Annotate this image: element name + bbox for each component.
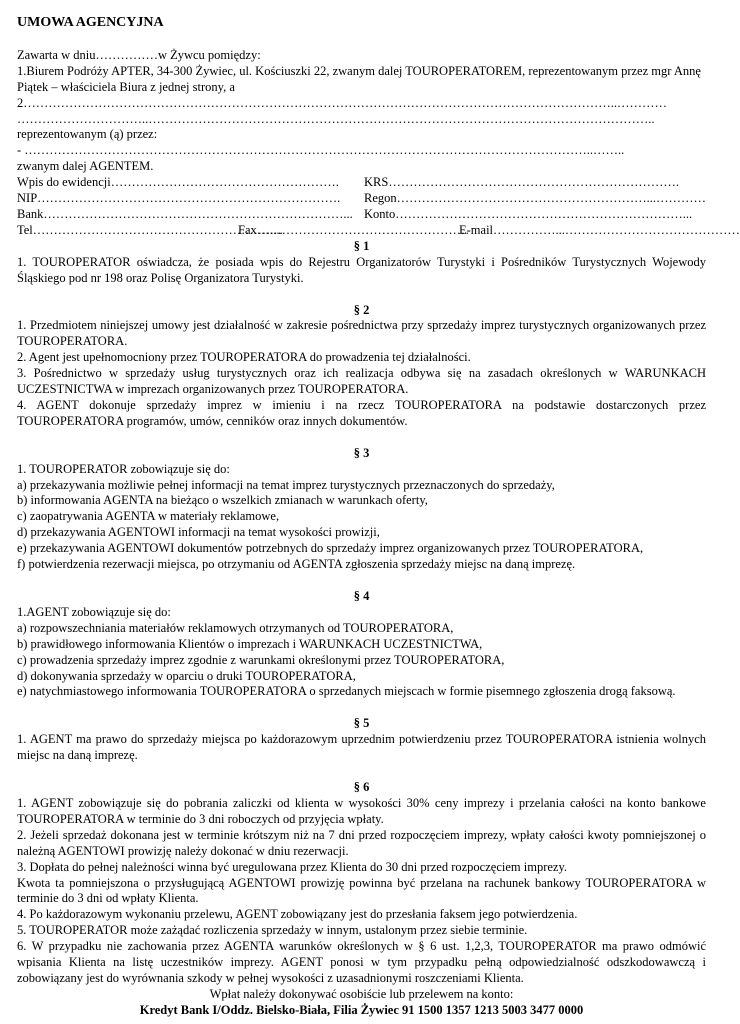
intro-section	[17, 48, 706, 175]
section-4-item-e: e) natychmiastowego informowania TOUROPERATORA o sprzedanych miejscach w formie pisemnego zgłoszenia drogą faksową.	[17, 684, 676, 699]
section-2-point-2: 2. Agent jest upełnomocniony przez TOUROPERATORA do prowadzenia tej działalności.	[17, 350, 471, 365]
document-title: UMOWA AGENCYJNA	[17, 15, 164, 30]
field-row-registry	[17, 175, 706, 191]
section-4-item-a: a) rozpowszechniania materiałów reklamowych otrzymanych od TOUROPERATORA,	[17, 620, 454, 635]
payment-note: Wpłat należy dokonywać osobiście lub przelewem na konto:	[209, 986, 514, 1001]
fax-field: Fax……………………………………………	[238, 222, 470, 237]
party-1: 1.Biurem Podróży APTER, 34-300 Żywiec, ul. Kościuszki 22, zwanym dalej TOUROPERATOREM, reprezentowanym przez mgr Annę Piątek – właściciela Biura z jednej strony, a	[17, 63, 701, 94]
section-2-point-4: 4. AGENT dokonuje sprzedaży imprez w imieniu i na rzecz TOUROPERATORA na podstawie dostarczonych przez TOUROPERATORA programów, umów, cenników oraz innych dokumentów.	[17, 397, 706, 428]
krs-field: KRS…………………………………………………………….	[364, 175, 679, 190]
nip-field: NIP……………………………………………………………….	[17, 191, 341, 206]
email-field: E-mail……………...……………………………………	[459, 222, 740, 237]
section-4-heading: § 4	[353, 589, 370, 603]
party-2-line-b: …………………………..…………………………………………………………………………………………………………..	[17, 111, 655, 126]
section-1-heading: § 1	[353, 238, 370, 253]
tel-field: Tel…………………………………………………....	[17, 222, 283, 237]
section-4-item-d: d) dokonywania sprzedaży w oparciu o druki TOUROPERATORA,	[17, 668, 356, 683]
section-3-item-a: a) przekazywania możliwie pełnej informacji na temat imprez turystycznych przeznaczonych do sprzedaży,	[17, 477, 555, 492]
section-3-item-c: c) zaopatrywania AGENTA w materiały reklamowe,	[17, 509, 280, 524]
section-6-heading: § 6	[353, 780, 370, 795]
section-6-point-3: 3. Dopłata do pełnej należności winna być uregulowana przez Klienta do 30 dni przed rozpoczęciem imprezy.	[17, 859, 568, 874]
field-row-bank	[17, 207, 706, 223]
section-3-item-d: d) przekazywania AGENTOWI informacji na temat wysokości prowizji,	[17, 525, 380, 540]
represented-by-label: reprezentowanym (ą) przez:	[17, 127, 158, 142]
section-5-heading: § 5	[353, 716, 370, 731]
field-row-nip	[17, 191, 706, 207]
section-3-item-f: f) potwierdzenia rezerwacji miejsca, po otrzymaniu od AGENTA zgłoszenia sprzedaży miejsc na daną imprezę.	[17, 557, 576, 572]
section-1-paragraph: 1. TOUROPERATOR oświadcza, że posiada wpis do Rejestru Organizatorów Turystyki i Pośredników Turystycznych Wojewody Śląskiego pod nr 198 oraz Polisę Organizatora Turystyki.	[17, 254, 706, 285]
section-6-amount-note: Kwota ta pomniejszona o przysługującą AGENTOWI prowizję powinna być przelana na rachunek bankowy TOUROPERATORA w terminie do 3 dni od wpłaty Klienta.	[17, 875, 706, 906]
representative-line: - ………………………………………………………………………………………………………………………..……..	[17, 143, 625, 158]
account-field: Konto……………………………………………………………...	[364, 206, 693, 221]
section-5-paragraph: 1. AGENT ma prawo do sprzedaży miejsca po każdorazowym uprzednim potwierdzeniu przez TOUROPERATORA istnienia wolnych miejsc na daną imprezę.	[17, 732, 706, 763]
section-3-heading: § 3	[353, 445, 370, 460]
section-2-heading: § 2	[353, 302, 370, 317]
section-2-point-3: 3. Pośrednictwo w sprzedaży usług turystycznych oraz ich realizacja odbywa się na zasadach określonych w WARUNKACH UCZESTNICTWA w imprezach organizowanych przez TOUROPERATORA.	[17, 366, 706, 397]
agent-designation: zwanym dalej AGENTEM.	[17, 159, 154, 174]
party-2-line-a: 2……………………………………………………………………………………………………………………………..…………	[17, 95, 667, 110]
section-3-item-b: b) informowania AGENTA na bieżąco o wszelkich zmianach w warunkach oferty,	[17, 493, 428, 508]
section-3-intro: 1. TOUROPERATOR zobowiązuje się do:	[17, 461, 230, 476]
fields-section	[17, 175, 740, 239]
section-4-intro: 1.AGENT zobowiązuje się do:	[17, 604, 171, 619]
bank-account-line: Kredyt Bank I/Oddz. Bielsko-Biała, Filia Żywiec 91 1500 1357 1213 5003 3477 0000	[139, 1002, 584, 1017]
bank-field: Bank………………………………………………………………...	[17, 206, 353, 221]
contract-date-line: Zawarta w dniu……………w Żywcu pomiędzy:	[17, 47, 261, 62]
section-4-item-c: c) prowadzenia sprzedaży imprez zgodnie z warunkami określonymi przez TOUROPERATORA,	[17, 652, 505, 667]
section-6-point-5: 5. TOUROPERATOR może zażądać rozliczenia sprzedaży w innym, ustalonym przez siebie terminie.	[17, 923, 528, 938]
section-6-point-2: 2. Jeżeli sprzedaż dokonana jest w terminie krótszym niż na 7 dni przed rozpoczęciem imprezy, wpłaty całości kwoty pomniejszonej o należną AGENTOWI prowizję należy dokonać w dniu rezerwacji.	[17, 827, 706, 858]
section-6-point-4: 4. Po każdorazowym wykonaniu przelewu, AGENT zobowiązany jest do przesłania faksem jego potwierdzenia.	[17, 907, 578, 922]
section-4-item-b: b) prawidłowego informowania Klientów o imprezach i WARUNKACH UCZESTNICTWA,	[17, 636, 483, 651]
section-6-point-6: 6. W przypadku nie zachowania przez AGENTA warunków określonych w § 6 ust. 1,2,3, TOUROPERATOR ma prawo odmówić wpisania Klienta na listę uczestników imprezy. AGENT ponosi w tym przypadku pełną odpowiedzialność odszkodowawczą i zobowiązany jest do wyrównania szkody w pełnej wysokości z uzasadnionymi roszczeniami Klienta.	[17, 939, 706, 985]
section-6-point-1: 1. AGENT zobowiązuje się do pobrania zaliczki od klienta w wysokości 30% ceny imprezy i przelania całości na konto bankowe TOUROPERATORA w terminie do 3 dni roboczych od przyjęcia wpłaty.	[17, 795, 706, 826]
field-row-contact	[17, 222, 740, 239]
section-3-item-e: e) przekazywania AGENTOWI dokumentów potrzebnych do sprzedaży imprez organizowanych przez TOUROPERATORA,	[17, 541, 644, 556]
regon-field: Regon……………………………………………………...…………	[363, 191, 706, 206]
section-2-point-1: 1. Przedmiotem niniejszej umowy jest działalność w zakresie pośrednictwa przy sprzedaży imprez turystycznych organizowanych przez TOUROPERATORA.	[17, 318, 706, 349]
registry-field: Wpis do ewidencji……………………………………………….	[17, 175, 339, 190]
